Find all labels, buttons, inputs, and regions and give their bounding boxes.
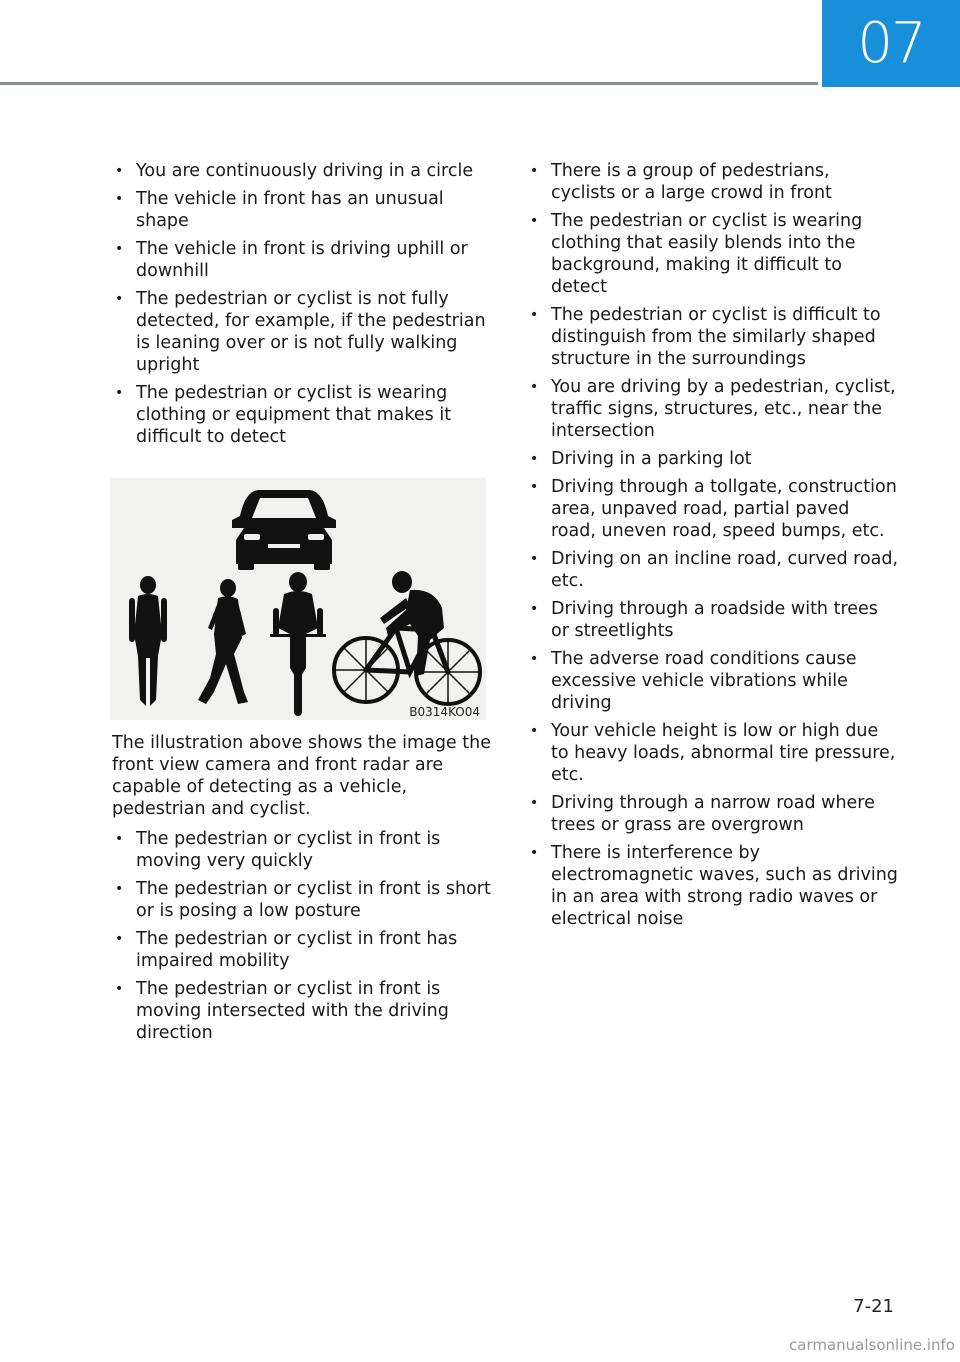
list-item: • You are continuously driving in a circle xyxy=(112,160,492,182)
list-item: • The vehicle in front is driving uphill or downhill xyxy=(112,238,492,282)
detection-illustration xyxy=(110,478,486,720)
left-bullet-list-bottom xyxy=(112,828,492,1044)
list-item: • The pedestrian or cyclist is wearing clothing that easily blends into the background, making it difficult to detect xyxy=(527,210,899,298)
list-item: • Driving through a roadside with trees or streetlights xyxy=(527,598,899,642)
right-column xyxy=(527,160,899,936)
illustration-caption: The illustration above shows the image the front view camera and front radar are capable of detecting as a vehicle, pedestrian and cyclist. xyxy=(112,733,491,819)
list-item: • The pedestrian or cyclist is difficult to distinguish from the similarly shaped structure in the surroundings xyxy=(527,304,899,370)
cyclist-side-icon xyxy=(334,571,480,704)
list-item: • Driving on an incline road, curved road, etc. xyxy=(527,548,899,592)
list-item: • Driving through a narrow road where trees or grass are overgrown xyxy=(527,792,899,836)
page-number: 7-21 xyxy=(853,1296,894,1317)
list-item: • The vehicle in front has an unusual shape xyxy=(112,188,492,232)
list-item: • The pedestrian or cyclist is wearing clothing or equipment that makes it difficult to detect xyxy=(112,382,492,448)
pedestrian-walking-icon xyxy=(198,579,248,704)
list-item: • The pedestrian or cyclist in front is moving very quickly xyxy=(112,828,492,872)
watermark-link[interactable]: carmanualsonline.info xyxy=(789,1336,955,1354)
list-item: • The pedestrian or cyclist in front is short or is posing a low posture xyxy=(112,878,492,922)
list-item: • The pedestrian or cyclist in front has impaired mobility xyxy=(112,928,492,972)
pedestrian-standing-icon xyxy=(129,576,167,706)
car-icon xyxy=(232,490,336,570)
illustration-svg xyxy=(110,478,486,720)
list-item: • Driving through a tollgate, construction area, unpaved road, partial paved road, uneven road, speed bumps, etc. xyxy=(527,476,899,542)
left-column xyxy=(112,160,492,1050)
cyclist-front-icon xyxy=(270,572,326,716)
right-bullet-list xyxy=(527,160,899,930)
chapter-tab: 07 xyxy=(822,0,960,87)
list-item: • Your vehicle height is low or high due to heavy loads, abnormal tire pressure, etc. xyxy=(527,720,899,786)
list-item: • You are driving by a pedestrian, cyclist, traffic signs, structures, etc., near the intersection xyxy=(527,376,899,442)
figure-code: B0314KO04 xyxy=(409,705,480,719)
header-rule xyxy=(0,82,818,85)
left-bullet-list-top xyxy=(112,160,492,448)
list-item: • There is interference by electromagnetic waves, such as driving in an area with strong radio waves or electrical noise xyxy=(527,842,899,930)
list-item: • The pedestrian or cyclist is not fully detected, for example, if the pedestrian is leaning over or is not fully walking upright xyxy=(112,288,492,376)
list-item: • There is a group of pedestrians, cyclists or a large crowd in front xyxy=(527,160,899,204)
list-item: • The pedestrian or cyclist in front is moving intersected with the driving direction xyxy=(112,978,492,1044)
list-item: • The adverse road conditions cause excessive vehicle vibrations while driving xyxy=(527,648,899,714)
list-item: • Driving in a parking lot xyxy=(527,448,899,470)
